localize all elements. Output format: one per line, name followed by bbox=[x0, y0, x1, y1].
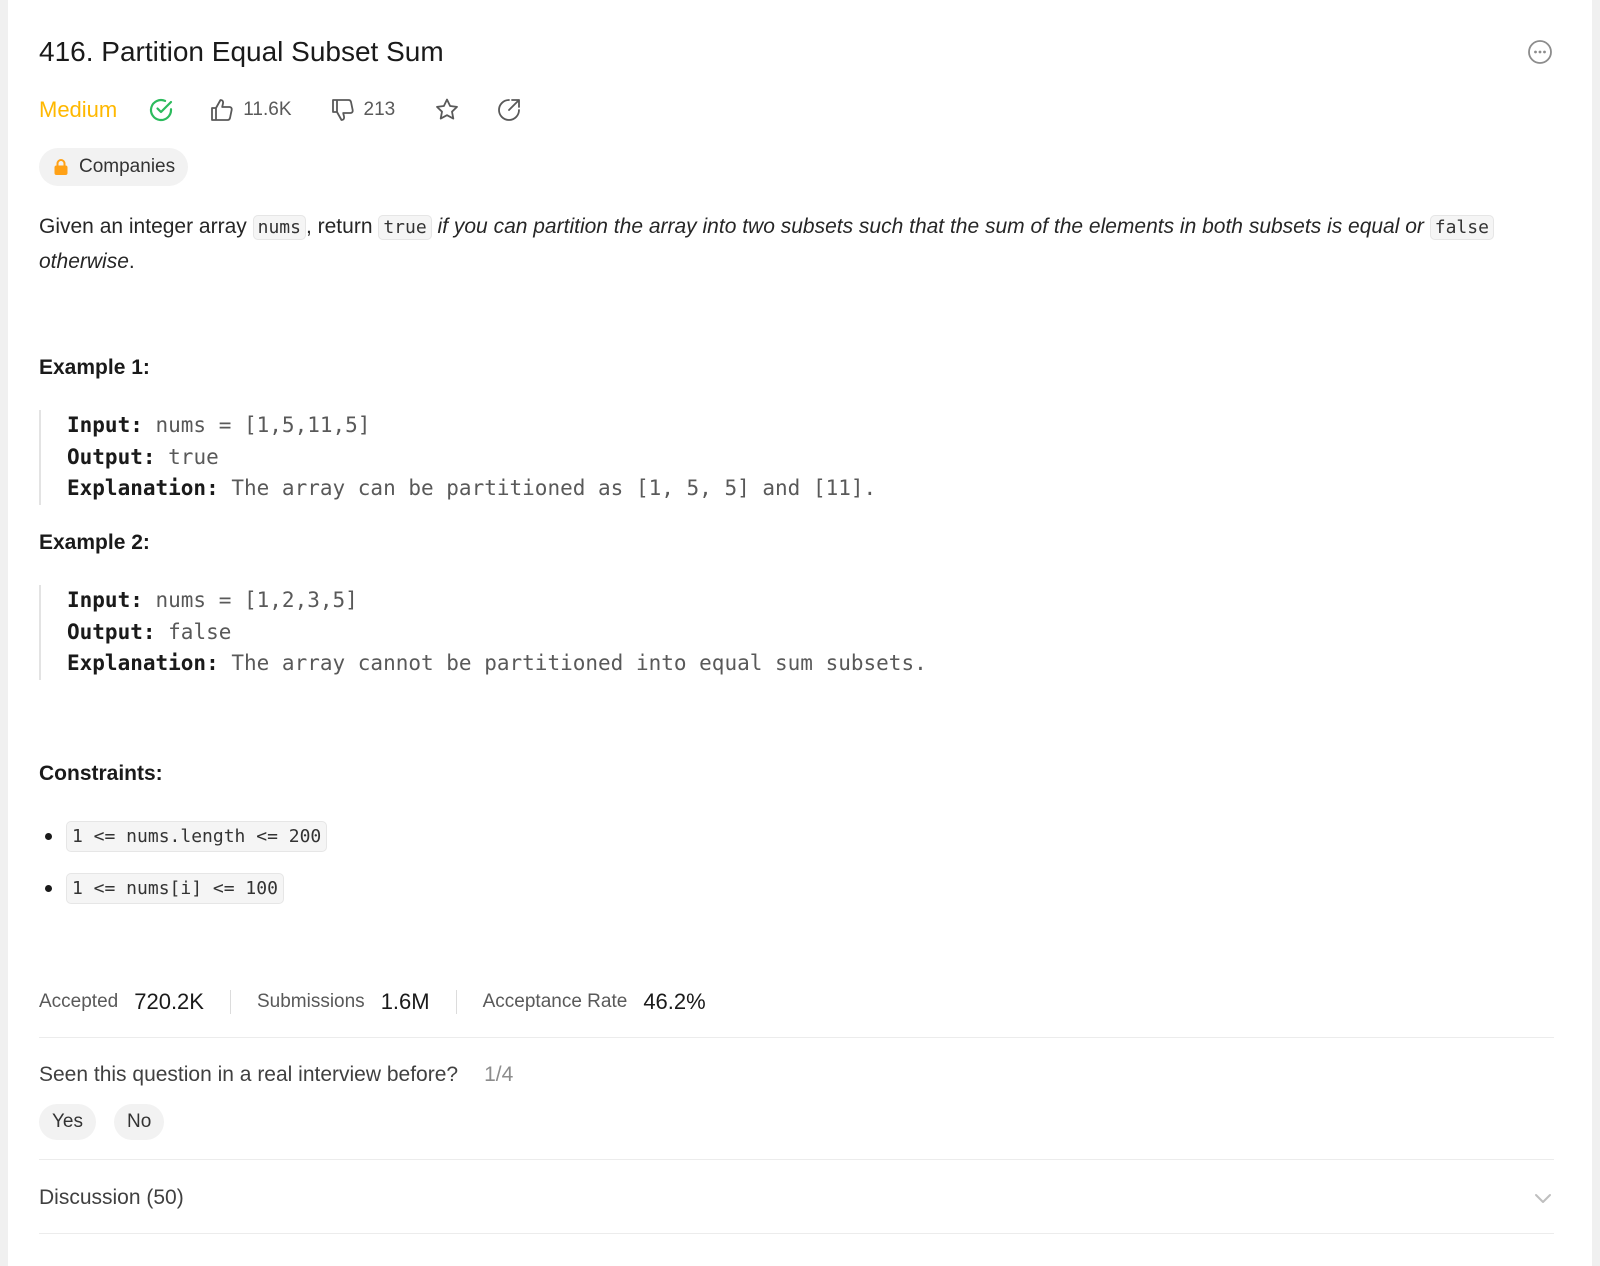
desc-text-1: Given an integer array bbox=[39, 215, 253, 238]
example-2-output-label: Output: bbox=[67, 619, 156, 644]
share-icon bbox=[495, 96, 523, 124]
acceptance-rate-label: Acceptance Rate bbox=[482, 991, 628, 1012]
divider bbox=[456, 990, 457, 1014]
constraints-list bbox=[39, 818, 327, 922]
example-2-block bbox=[39, 585, 927, 680]
example-1-output-value: true bbox=[155, 444, 219, 469]
more-options-button[interactable] bbox=[1526, 38, 1554, 66]
divider bbox=[39, 1159, 1554, 1160]
code-false: false bbox=[1430, 215, 1494, 240]
lock-icon bbox=[53, 158, 69, 176]
desc-text-3: if you can partition the array into two subsets such that the sum of the elements in both subsets is equal or bbox=[431, 215, 1430, 238]
submissions-label: Submissions bbox=[256, 991, 365, 1012]
divider bbox=[39, 1037, 1554, 1038]
yes-button[interactable]: Yes bbox=[39, 1104, 96, 1140]
share-button[interactable] bbox=[495, 96, 523, 124]
code-nums: nums bbox=[253, 215, 306, 240]
example-1-input-value: nums = [1,5,11,5] bbox=[142, 413, 371, 437]
example-2-heading: Example 2: bbox=[39, 531, 150, 554]
example-1-explanation-label: Explanation: bbox=[67, 476, 219, 500]
acceptance-stats bbox=[39, 986, 706, 1018]
bullet bbox=[45, 885, 52, 892]
submissions-value: 1.6M bbox=[380, 989, 430, 1014]
thumbs-up-icon bbox=[209, 97, 235, 123]
star-icon bbox=[433, 96, 461, 124]
example-2-explanation-label: Explanation: bbox=[67, 651, 219, 675]
desc-text-4: otherwise bbox=[39, 250, 129, 273]
dislike-count: 213 bbox=[363, 99, 396, 120]
problem-title[interactable]: 416. Partition Equal Subset Sum bbox=[39, 36, 444, 67]
interview-question: Seen this question in a real interview before? bbox=[39, 1063, 459, 1086]
solved-check-icon bbox=[147, 96, 175, 124]
discussion-section-toggle[interactable] bbox=[39, 1178, 1554, 1218]
thumbs-down-icon bbox=[330, 97, 356, 123]
accepted-label: Accepted bbox=[39, 991, 119, 1012]
interview-answer-buttons bbox=[39, 1104, 164, 1140]
like-button[interactable] bbox=[209, 97, 291, 123]
example-1-explanation-value: The array can be partitioned as [1, 5, 5] and [11]. bbox=[218, 476, 877, 500]
example-2-explanation-value: The array cannot be partitioned into equal sum subsets. bbox=[218, 651, 927, 675]
problem-meta-row bbox=[39, 92, 557, 128]
discussion-label: Discussion (50) bbox=[39, 1186, 184, 1209]
example-1-block bbox=[39, 410, 876, 505]
chevron-down-icon bbox=[1532, 1187, 1554, 1209]
no-button[interactable]: No bbox=[114, 1104, 164, 1140]
code-true: true bbox=[378, 215, 431, 240]
bullet bbox=[45, 833, 52, 840]
example-2-input-label: Input: bbox=[67, 588, 143, 612]
title-row bbox=[39, 34, 1554, 70]
example-2-input-value: nums = [1,2,3,5] bbox=[142, 588, 358, 612]
interview-question-row bbox=[39, 1058, 513, 1092]
companies-label: Companies bbox=[79, 156, 176, 177]
accepted-value: 720.2K bbox=[134, 989, 204, 1014]
interview-count: 1/4 bbox=[484, 1063, 514, 1086]
desc-text-2: , return bbox=[305, 215, 379, 238]
companies-tag[interactable] bbox=[39, 148, 188, 186]
difficulty-badge: Medium bbox=[39, 97, 118, 122]
acceptance-rate-value: 46.2% bbox=[643, 989, 706, 1014]
constraints-heading: Constraints: bbox=[39, 762, 163, 785]
dislike-button[interactable] bbox=[330, 97, 396, 123]
example-2-output-value: false bbox=[155, 619, 232, 644]
divider bbox=[39, 1233, 1554, 1234]
favorite-button[interactable] bbox=[433, 96, 461, 124]
constraint-item bbox=[39, 870, 327, 906]
problem-description-panel bbox=[8, 0, 1592, 1266]
example-1-output-label: Output: bbox=[67, 444, 156, 469]
solved-status bbox=[147, 96, 175, 124]
divider bbox=[230, 990, 231, 1014]
more-options-icon bbox=[1527, 39, 1553, 65]
constraint-item bbox=[39, 818, 327, 854]
constraint-code: 1 <= nums[i] <= 100 bbox=[66, 873, 284, 904]
example-1-input-label: Input: bbox=[67, 413, 143, 437]
desc-text-5: . bbox=[128, 250, 135, 273]
example-1-heading: Example 1: bbox=[39, 356, 150, 379]
problem-description bbox=[39, 210, 1554, 279]
like-count: 11.6K bbox=[243, 99, 292, 120]
constraint-code: 1 <= nums.length <= 200 bbox=[66, 821, 327, 852]
